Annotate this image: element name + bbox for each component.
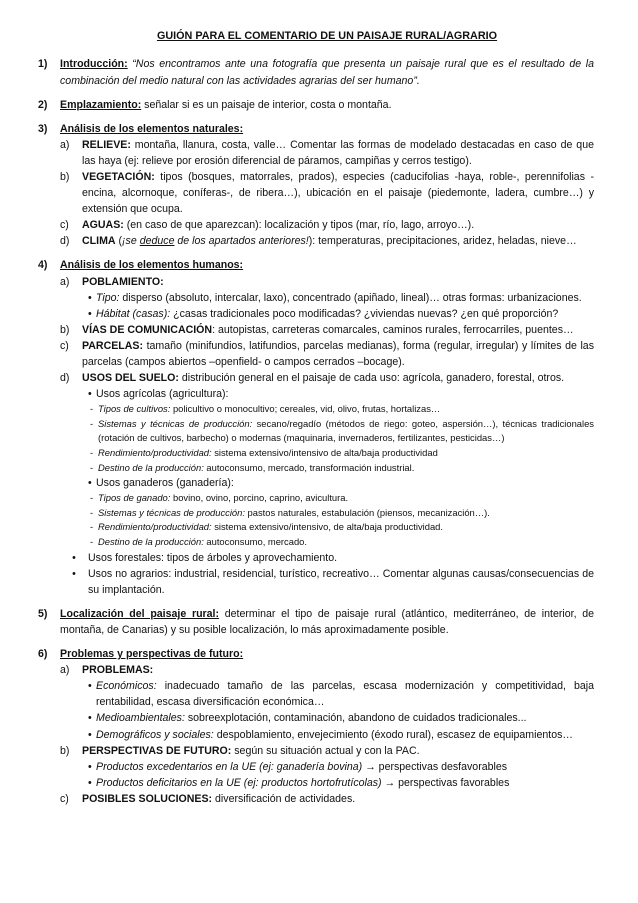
bullet-icon: • [88, 477, 92, 490]
bullet-icon: • [88, 728, 92, 741]
bullet-text: ¿casas tradicionales poco modificadas? ¿viviendas nuevas? ¿en qué proporción? [170, 307, 559, 320]
bullet-text: Usos ganaderos (ganadería): [96, 477, 234, 490]
item-letter: c) [60, 339, 69, 352]
bullet-icon: • [88, 307, 92, 320]
dash-icon: - [90, 403, 94, 415]
item-label: PROBLEMAS: [82, 664, 154, 677]
section-introduccion [38, 56, 594, 88]
item-parcelas [60, 338, 594, 370]
dash-text: pastos naturales, estabulación (piensos, mecanización…). [244, 506, 490, 518]
dash-item [82, 446, 594, 461]
item-letter: d) [60, 235, 70, 248]
bullet-icon: • [72, 567, 76, 580]
arrow-right-icon: → [365, 760, 376, 773]
item-label: VÍAS DE COMUNICACIÓN [82, 323, 213, 336]
bullet-icon: • [88, 712, 92, 725]
bullet-item [82, 475, 594, 491]
section-number: 5) [38, 607, 48, 620]
bullet-label: Productos deficitarios en la UE (ej: productos hortofrutícolas) [96, 776, 382, 789]
section-localizacion [38, 606, 595, 638]
dash-text: secano/regadío (métodos de riego: goteo, aspersión…), técnicas tradicionales (rotación de cultivos, barbecho) o modernas (maquinaria, invernaderos, fertilizantes, pesticidas…) [98, 417, 594, 444]
item-perspectivas [60, 743, 594, 791]
dash-icon: - [90, 417, 94, 429]
bullet-label: Demográficos y sociales: [96, 728, 214, 741]
dash-text: autoconsumo, mercado, transformación industrial. [203, 461, 415, 473]
dash-text: autoconsumo, mercado. [203, 536, 307, 547]
dash-text: bovino, ovino, porcino, caprino, avicultura. [170, 492, 349, 504]
item-label: POBLAMIENTO: [82, 275, 164, 288]
item-label: USOS DEL SUELO: [82, 372, 179, 385]
bullet-text: despoblamiento, envejecimiento (éxodo rural), escasez de equipamientos… [213, 728, 573, 741]
item-text: diversificación de actividades. [212, 792, 356, 805]
item-letter: c) [60, 792, 69, 805]
item-letter: d) [60, 372, 70, 385]
section-problemas [38, 646, 594, 807]
dash-label: Rendimiento/productividad: [98, 521, 212, 533]
item-relieve [60, 137, 594, 169]
section-number: 1) [38, 58, 48, 71]
bullet-label: Productos excedentarios en la UE (ej: ganadería bovina) [96, 760, 363, 773]
bullet-text: disperso (absoluto, intercalar, laxo), concentrado (apiñado, lineal)… otras formas: urbanizaciones. [119, 291, 582, 304]
section-emplazamiento [38, 97, 594, 113]
bullet-icon: • [88, 760, 92, 773]
section-elementos-naturales [38, 121, 594, 250]
bullet-icon: • [88, 388, 92, 401]
dash-icon: - [90, 521, 94, 533]
bullet-item [82, 727, 594, 743]
bullet-label: Económicos: [96, 680, 157, 693]
section-elementos-humanos [38, 257, 594, 597]
bullet-icon: • [88, 291, 92, 304]
bullet-icon: • [88, 680, 92, 693]
item-letter: a) [60, 664, 70, 677]
section-heading: Emplazamiento: [60, 98, 142, 111]
bullet-item [82, 710, 594, 726]
dash-icon: - [90, 447, 94, 459]
dash-icon: - [90, 461, 94, 473]
bullet-label: Tipo: [96, 291, 120, 304]
bullet-item [82, 775, 594, 791]
bullet-item [82, 759, 594, 775]
bullet-item [82, 290, 594, 306]
dash-item [82, 402, 594, 417]
item-text: ): temperaturas, precipitaciones, aridez, heladas, nieve… [308, 235, 577, 248]
item-text: distribución general en el paisaje de cada uso: agrícola, ganadero, forestal, otros. [178, 372, 565, 385]
item-letter: b) [60, 744, 70, 757]
section-heading: Análisis de los elementos naturales: [60, 122, 244, 135]
item-letter: a) [60, 138, 70, 151]
bullet-label: Hábitat (casas): [96, 307, 171, 320]
item-text: : autopistas, carreteras comarcales, caminos rurales, ferrocarriles, puentes… [212, 323, 574, 336]
item-vias [60, 322, 594, 338]
bullet-item [82, 678, 594, 710]
item-usos-suelo [60, 370, 594, 549]
dash-label: Rendimiento/productividad: [98, 447, 212, 459]
item-letter: b) [60, 323, 70, 336]
item-text: (en caso de que aparezcan): localización y tipos (mar, río, lago, arroyo…). [123, 219, 475, 232]
item-text: tamaño (minifundios, latifundios, parcelas medianas), forma (regular, irregular) y límites de las parcelas (campos abiertos –openfield- o campos cerrados –bocage). [82, 339, 594, 368]
dash-icon: - [90, 536, 94, 547]
dash-text: sistema extensivo/intensivo, de alta/baja productividad. [211, 521, 443, 533]
bullet-text: perspectivas favorables [395, 776, 510, 789]
bullet-text: Usos forestales: tipos de árboles y aprovechamiento. [88, 551, 338, 564]
bullet-label: Medioambientales: [96, 712, 185, 725]
document-title: GUIÓN PARA EL COMENTARIO DE UN PAISAJE RURAL/AGRARIO [156, 30, 498, 42]
section-text: señalar si es un paisaje de interior, costa o montaña. [141, 98, 392, 111]
dash-icon: - [90, 492, 94, 504]
section-heading: Análisis de los elementos humanos: [60, 259, 244, 272]
dash-text: sistema extensivo/intensivo de alta/baja productividad [211, 447, 438, 459]
item-label: CLIMA [82, 235, 116, 248]
item-text: según su situación actual y con la PAC. [231, 744, 420, 757]
item-label: POSIBLES SOLUCIONES: [82, 792, 213, 805]
bullet-item [60, 566, 594, 598]
section-number: 2) [38, 98, 48, 111]
bullet-item [82, 386, 594, 402]
item-clima [60, 233, 594, 249]
section-text: determinar el tipo de paisaje rural (atlántico, mediterráneo, de interior, de montaña, de Canarias) y su posible localización, lo más aproximadamente posible. [60, 607, 595, 636]
bullet-text: Usos no agrarios: industrial, residencial, turístico, recreativo… Comentar algunas causas/consecuencias de su implantación. [88, 567, 594, 596]
bullet-text: inadecuado tamaño de las parcelas, escasa modernización y competitividad, baja rentabilidad, escasa diversificación económica… [96, 680, 594, 709]
dash-label: Tipos de cultivos: [98, 403, 171, 415]
item-label: PARCELAS: [82, 339, 144, 352]
dash-text: policultivo o monocultivo; cereales, vid, olivo, frutas, hortalizas… [170, 403, 441, 415]
bullet-item [82, 306, 594, 322]
section-heading: Problemas y perspectivas de futuro: [60, 648, 244, 661]
item-aguas [60, 217, 594, 233]
bullet-item [60, 550, 594, 566]
item-soluciones [60, 791, 594, 807]
dash-item [82, 535, 594, 550]
bullet-icon: • [88, 776, 92, 789]
bullet-icon: • [72, 551, 76, 564]
item-text: deduce [139, 235, 175, 248]
item-text: tipos (bosques, matorrales, prados), especies (caducifolias -haya, roble-, perennifolias - encina, alcornoque, coníferas-, de ribera…), ubicación en el paisaje (piedemonte, ladera, cumbre…) y extensión que ocupa. [82, 170, 594, 216]
dash-item [82, 461, 594, 476]
item-vegetacion [60, 169, 594, 217]
item-text: montaña, llanura, costa, valle… Comentar las formas de modelado destacadas en caso de que las haya (ej: relieve por erosión diferencial de páramos, campiñas y cerros testigo). [82, 138, 594, 167]
section-number: 4) [38, 259, 48, 272]
dash-item [82, 506, 594, 521]
item-letter: b) [60, 170, 70, 183]
bullet-text: sobreexplotación, contaminación, abandono de cuidados tradicionales... [184, 712, 527, 725]
item-letter: c) [60, 219, 69, 232]
item-problemas [60, 662, 594, 742]
item-poblamiento [60, 274, 594, 322]
dash-label: Sistemas y técnicas de producción: [98, 417, 253, 429]
item-label: AGUAS: [82, 219, 124, 232]
dash-item [82, 417, 594, 446]
section-number: 3) [38, 122, 48, 135]
item-text: ( [115, 235, 123, 248]
section-heading: Introducción: [60, 58, 128, 71]
section-text: “Nos encontramos ante una fotografía que presenta un paisaje rural que es el resultado de la combinación del medio natural con las actividades agrarias del ser humano”. [60, 58, 594, 87]
dash-icon: - [90, 506, 94, 518]
item-letter: a) [60, 275, 70, 288]
item-text: ¡se [122, 235, 140, 248]
bullet-text: perspectivas desfavorables [375, 760, 508, 773]
dash-label: Destino de la producción: [98, 536, 204, 547]
dash-label: Sistemas y técnicas de producción: [98, 506, 245, 518]
dash-label: Destino de la producción: [98, 461, 204, 473]
dash-item [82, 520, 594, 535]
item-label: RELIEVE: [82, 138, 131, 151]
section-number: 6) [38, 648, 48, 661]
arrow-right-icon: → [384, 776, 396, 789]
item-label: VEGETACIÓN: [82, 170, 155, 183]
dash-item [82, 491, 594, 506]
section-heading: Localización del paisaje rural: [60, 607, 220, 620]
item-text: de los apartados anteriores! [174, 235, 309, 248]
dash-label: Tipos de ganado: [98, 492, 171, 504]
bullet-text: Usos agrícolas (agricultura): [96, 388, 229, 401]
item-label: PERSPECTIVAS DE FUTURO: [82, 744, 232, 757]
